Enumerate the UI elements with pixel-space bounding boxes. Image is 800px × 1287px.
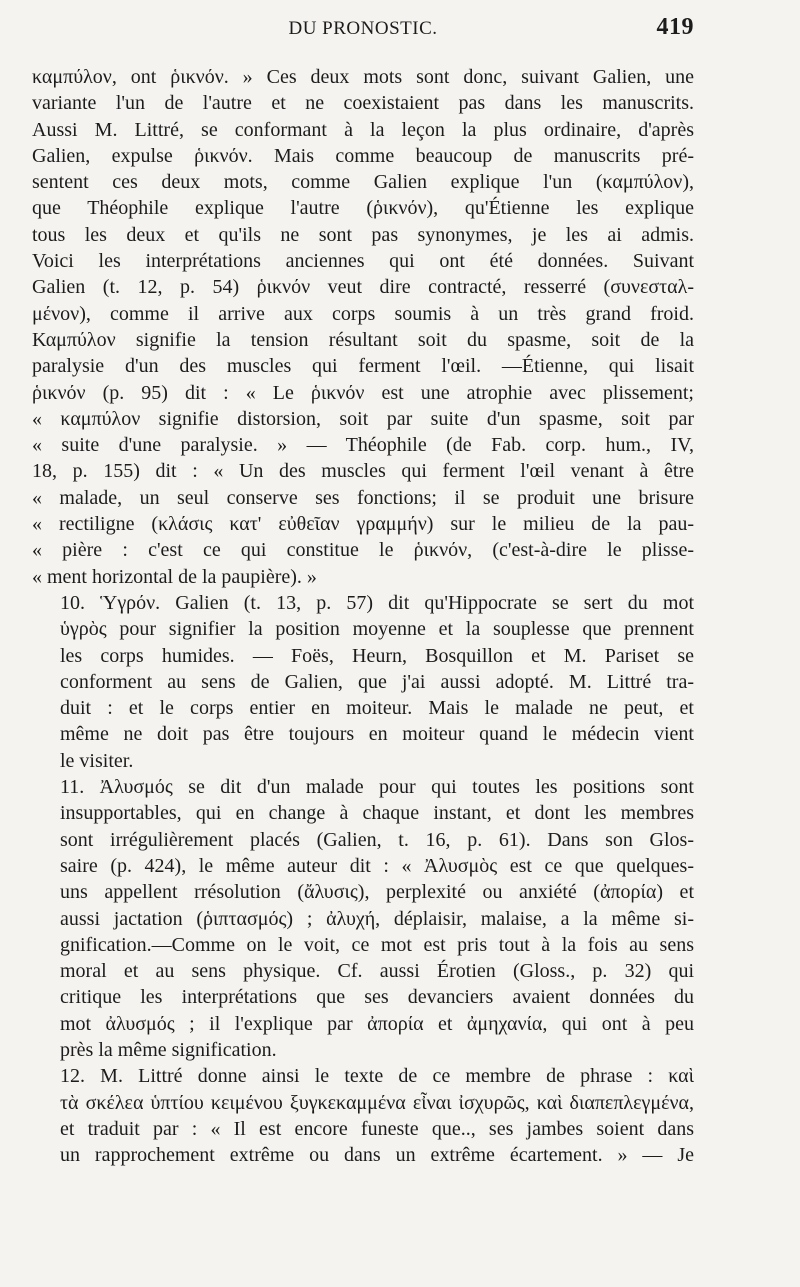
text-line: aussi jactation (ῥιπτασμός) ; ἀλυχή, déplaisir, malaise, a la même si- — [60, 907, 694, 930]
text-line: insupportables, qui en change à chaque instant, et dont les membres — [60, 802, 694, 825]
text-line: tous les deux et qu'ils ne sont pas synonymes, je les ai admis. — [32, 223, 694, 246]
text-line: et traduit par : « Il est encore funeste que.., ses jambes soient dans — [60, 1117, 694, 1140]
note-10 — [32, 590, 694, 774]
text-line: καμπύλον, ont ῥικνόν. » Ces deux mots sont donc, suivant Galien, une — [32, 66, 694, 88]
text-line: ὑγρὸς pour signifier la position moyenne et la souplesse que prennent — [60, 618, 694, 641]
text-line: un rapprochement extrême ou dans un extrême écartement. » — Je — [60, 1144, 694, 1167]
body-text — [32, 64, 694, 1168]
text-line: variante l'un de l'autre et ne coexistaient pas dans les manuscrits. — [32, 92, 694, 115]
text-line: près la même signification. — [60, 1038, 277, 1061]
text-line: 12. M. Littré donne ainsi le texte de ce membre de phrase : καὶ — [60, 1065, 694, 1088]
running-title: DU PRONOSTIC. — [288, 18, 438, 39]
text-line: paralysie d'un des muscles qui ferment l'œil. —Étienne, qui lisait — [32, 355, 694, 378]
text-line: « pière : c'est ce qui constitue le ῥικνόν, (c'est-à-dire le plisse- — [32, 539, 694, 562]
text-line: 10. Ὑγρόν. Galien (t. 13, p. 57) dit qu'Hippocrate se sert du mot — [60, 591, 694, 614]
text-line: Galien, expulse ῥικνόν. Mais comme beaucoup de manuscrits pré- — [32, 144, 694, 167]
text-line: le visiter. — [60, 749, 134, 772]
book-page — [32, 14, 694, 1168]
text-line: Galien (t. 12, p. 54) ῥικνόν veut dire contracté, resserré (συνεσταλ- — [32, 276, 694, 299]
note-11 — [32, 774, 694, 1063]
paragraph-continuation — [32, 64, 694, 590]
text-line: uns appellent rrésolution (ἄλυσις), perplexité ou anxiété (ἀπορία) et — [60, 881, 694, 904]
text-line: 18, p. 155) dit : « Un des muscles qui ferment l'œil venant à être — [32, 460, 694, 483]
text-line: les corps humides. — Foës, Heurn, Bosquillon et M. Pariset se — [60, 644, 694, 667]
text-line: τὰ σκέλεα ὑπτίου κειμένου ξυγκεκαμμένα εἶναι ἰσχυρῶς, καὶ διαπεπλεγμένα, — [60, 1091, 694, 1114]
note-12 — [32, 1063, 694, 1168]
text-line: critique les interprétations que ses devanciers avaient données du — [60, 986, 694, 1009]
text-line: Aussi M. Littré, se conformant à la leçon la plus ordinaire, d'après — [32, 118, 694, 141]
text-line: « suite d'une paralysie. » — Théophile (de Fab. corp. hum., IV, — [32, 434, 694, 457]
text-line: « rectiligne (κλάσις κατ' εὐθεῖαν γραμμήν) sur le milieu de la pau- — [32, 513, 694, 536]
text-line: ῥικνόν (p. 95) dit : « Le ῥικνόν est une atrophie avec plissement; — [32, 381, 694, 404]
text-line: « καμπύλον signifie distorsion, soit par suite d'un spasme, soit par — [32, 407, 694, 430]
text-line: gnification.—Comme on le voit, ce mot est pris tout à la fois au sens — [60, 933, 694, 956]
text-line: mot ἀλυσμός ; il l'explique par ἀπορία et ἀμηχανία, qui ont à peu — [60, 1012, 694, 1035]
text-line: duit : et le corps entier en moiteur. Mais le malade ne peut, et — [60, 697, 694, 720]
text-line: saire (p. 424), le même auteur dit : « Ἀλυσμὸς est ce que quelques- — [60, 854, 694, 877]
text-line: 11. Ἀλυσμός se dit d'un malade pour qui toutes les positions sont — [60, 776, 694, 799]
text-line: « ment horizontal de la paupière). » — [32, 565, 317, 588]
text-line: sont irrégulièrement placés (Galien, t. 16, p. 61). Dans son Glos- — [60, 828, 694, 851]
text-line: conforment au sens de Galien, que j'ai aussi adopté. M. Littré tra- — [60, 670, 694, 693]
text-line: sentent ces deux mots, comme Galien explique l'un (καμπύλον), — [32, 171, 694, 194]
page-number: 419 — [656, 14, 694, 40]
text-line: moral et au sens physique. Cf. aussi Érotien (Gloss., p. 32) qui — [60, 960, 694, 983]
text-line: μένον), comme il arrive aux corps soumis à un très grand froid. — [32, 302, 694, 325]
text-line: Καμπύλον signifie la tension résultant soit du spasme, soit de la — [32, 328, 694, 351]
text-line: même ne doit pas être toujours en moiteur quand le médecin vient — [60, 723, 694, 746]
text-line: Voici les interprétations anciennes qui ont été données. Suivant — [32, 250, 694, 273]
text-line: « malade, un seul conserve ses fonctions; il se produit une brisure — [32, 486, 694, 509]
running-head — [32, 14, 694, 48]
text-line: que Théophile explique l'autre (ῥικνόν), qu'Étienne les explique — [32, 197, 694, 220]
